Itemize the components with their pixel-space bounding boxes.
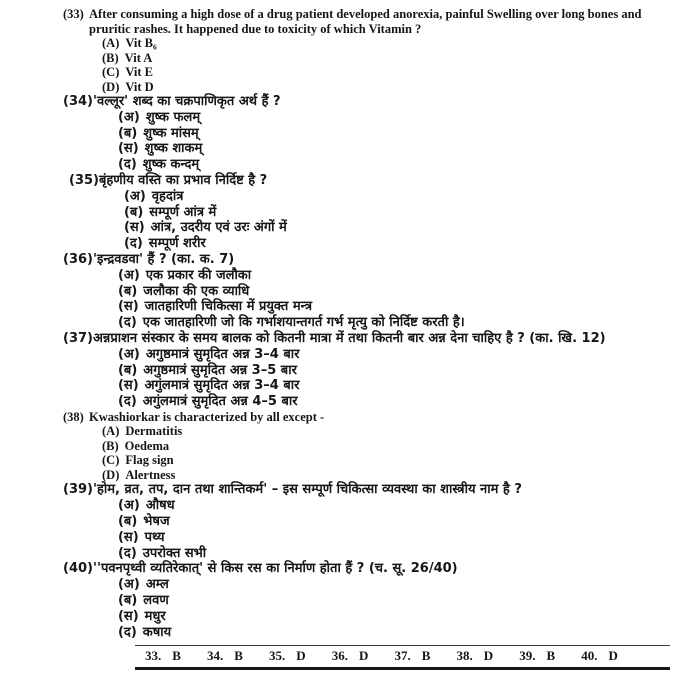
question-number: (33) [63, 7, 84, 21]
question-block-35 [63, 173, 670, 252]
option-row [118, 546, 670, 562]
option-marker: (A) [102, 424, 120, 439]
question-block-39 [63, 482, 670, 561]
answer-cell [519, 648, 555, 664]
answer-letter: B [421, 648, 431, 664]
option-text: आंत्र, उदरीय एवं उरः अंगों में [150, 220, 287, 236]
question-number: (36) [63, 251, 93, 267]
question-number: (34) [63, 94, 93, 109]
option-text: शुष्क फलम् [145, 109, 201, 125]
question-text: After consuming a high dose of a drug patient developed anorexia, painful Swelling over long bones and pruritic rashes. It happened due to toxicity of which Vitamin ? [89, 7, 642, 36]
option-text: सम्पूर्ण शरीर [148, 236, 206, 252]
option-marker: (स) [117, 378, 139, 394]
option-text: एक प्रकार की जलौका [145, 267, 252, 283]
option-row [118, 157, 670, 173]
option-text: शुष्क मांसम् [143, 125, 199, 141]
option-row [102, 468, 670, 483]
option-text: अगुष्ठमात्रं सुमृदित अन्न 3–5 बार [143, 362, 297, 378]
answer-cell [145, 648, 181, 664]
option-marker: (ब) [123, 204, 144, 220]
option-text: जलौका की एक व्याधि [143, 283, 250, 299]
option-marker: (ब) [117, 283, 138, 299]
option-text: मधुर [144, 608, 166, 624]
question-text: 'होम, व्रत, तप, दान तथा शान्तिकर्म' – इस सम्पूर्ण चिकित्सा व्यवस्था का शास्त्रीय नाम है ? [92, 482, 522, 498]
answer-cell [581, 648, 618, 664]
question-block-38 [63, 410, 670, 483]
question-block-40 [63, 561, 670, 640]
option-marker: (अ) [117, 267, 140, 283]
answer-cell [269, 648, 306, 664]
option-row [118, 394, 670, 410]
option-text: पथ्य [144, 529, 165, 545]
option-row [102, 424, 670, 439]
option-marker: (अ) [117, 346, 140, 362]
option-row [118, 378, 670, 394]
option-row [118, 284, 670, 300]
option-row [102, 65, 670, 80]
option-marker: (B) [102, 50, 119, 65]
answer-number: 34. [207, 648, 224, 664]
option-text: औषध [145, 498, 175, 514]
answer-number: 38. [456, 648, 473, 664]
option-text: शुष्क शाकम् [144, 141, 203, 157]
option-row [118, 530, 670, 546]
option-marker: (द) [117, 545, 137, 561]
option-text: अम्ल [145, 577, 169, 593]
option-row [102, 36, 670, 51]
option-text: अगुंलमात्रं सुमृदित अन्न 4–5 बार [142, 394, 298, 410]
option-row [118, 625, 670, 641]
answer-letter: D [296, 648, 306, 664]
option-text: उपरोक्त सभी [142, 545, 207, 561]
option-row [118, 268, 670, 284]
option-marker: (ब) [117, 362, 138, 378]
option-text: Oedema [124, 438, 170, 453]
option-row [118, 299, 670, 315]
option-row [118, 347, 670, 363]
option-text: शुष्क कन्दम् [142, 157, 200, 173]
question-text: Kwashiorkar is characterized by all except - [89, 409, 325, 424]
option-text: एक जातहारिणी जो कि गर्भाशयान्तगर्त गर्भ मृत्यु को निर्दिष्ट करती है। [142, 315, 465, 331]
question-number: (37) [63, 330, 93, 346]
option-row [118, 609, 670, 625]
option-row [118, 363, 670, 379]
option-row [102, 80, 670, 95]
option-text: वृहदांत्र [151, 188, 184, 204]
option-text: Alertness [125, 467, 176, 482]
option-row [102, 439, 670, 454]
question-text: बृंहणीय वस्ति का प्रभाव निर्दिष्ट है ? [98, 172, 268, 188]
answer-cell [457, 648, 494, 664]
option-text: Flag sign [125, 453, 174, 468]
question-block-36 [63, 252, 670, 331]
answer-letter: B [234, 648, 243, 664]
option-row [118, 577, 670, 593]
question-block-34 [63, 94, 670, 173]
option-text: लवण [143, 593, 169, 609]
option-marker: (B) [102, 438, 119, 453]
question-number: (40) [63, 561, 93, 577]
option-text: Dermatitis [125, 424, 183, 439]
answer-key-row [135, 645, 670, 670]
question-text: ''पवनपृथ्वी व्यतिरेकात्' से किस रस का निर्माण होता हैं ? (च. सू. 26/40) [92, 561, 458, 577]
option-text: Vit D [125, 79, 154, 94]
option-marker: (D) [102, 79, 120, 94]
option-marker: (अ) [123, 188, 146, 204]
option-marker: (स) [117, 529, 139, 545]
question-block-33 [63, 7, 670, 94]
option-marker: (अ) [117, 498, 140, 514]
answer-letter: D [483, 648, 494, 664]
answer-letter: D [608, 648, 618, 664]
option-text: सम्पूर्ण आंत्र में [149, 204, 217, 220]
option-text: Vit A [124, 50, 153, 65]
option-marker: (C) [102, 453, 120, 468]
option-marker: (स) [123, 220, 145, 236]
option-row [118, 110, 670, 126]
option-marker: (ब) [117, 514, 138, 530]
answer-cell [395, 648, 431, 664]
question-number: (35) [69, 172, 99, 188]
question-block-37 [63, 331, 670, 410]
option-row [124, 205, 670, 221]
option-row [124, 236, 670, 252]
question-number: (39) [63, 482, 93, 498]
answer-letter: D [359, 648, 369, 664]
option-marker: (द) [117, 394, 137, 410]
option-row [118, 315, 670, 331]
option-marker: (D) [102, 467, 120, 482]
option-marker: (द) [123, 236, 143, 252]
option-text: Vit E [125, 65, 154, 79]
option-text: अगुंलमात्रं सुमृदित अन्न 3–4 बार [144, 378, 300, 394]
option-marker: (स) [117, 299, 139, 315]
answer-number: 33. [145, 648, 162, 664]
option-marker: (द) [117, 315, 137, 331]
option-row [118, 141, 670, 157]
option-row [118, 498, 670, 514]
option-marker: (स) [117, 141, 139, 157]
option-marker: (ब) [117, 125, 138, 141]
option-text: भेषज [143, 514, 170, 530]
answer-letter: B [172, 648, 181, 664]
answer-cell [207, 648, 243, 664]
option-row [102, 51, 670, 66]
option-marker: (C) [102, 65, 120, 79]
option-marker: (स) [117, 608, 139, 624]
option-row [118, 593, 670, 609]
option-marker: (द) [117, 157, 137, 173]
question-number: (38) [63, 409, 84, 424]
question-text: 'वल्लूर' शब्द का चक्रपाणिकृत अर्थ हैं ? [92, 94, 281, 109]
answer-number: 36. [331, 648, 349, 664]
option-row [118, 514, 670, 530]
option-text: Vit B₆ [125, 36, 157, 50]
option-marker: (ब) [117, 593, 138, 609]
option-marker: (A) [102, 36, 120, 50]
question-text: अन्नप्राशन संस्कार के समय बालक को कितनी मात्रा में तथा कितनी बार अन्न देना चाहिए है ? (का. खि. 12) [92, 330, 606, 346]
option-text: जातहारिणी चिकित्सा में प्रयुक्त मन्त्र [144, 299, 313, 315]
option-row [124, 189, 670, 205]
answer-letter: B [546, 648, 556, 664]
option-marker: (अ) [117, 577, 140, 593]
question-text: 'इन्द्रवडवा' हैं ? (का. क. 7) [92, 251, 235, 267]
answer-number: 40. [581, 648, 598, 664]
option-row [102, 453, 670, 468]
option-text: कषाय [142, 624, 172, 640]
option-marker: (अ) [117, 109, 140, 125]
answer-cell [332, 648, 369, 664]
option-row [118, 126, 670, 142]
answer-number: 37. [394, 648, 411, 664]
answer-number: 39. [519, 648, 536, 664]
option-row [124, 220, 670, 236]
option-text: अगुष्ठमात्रं सुमृदित अन्न 3–4 बार [145, 346, 300, 362]
option-marker: (द) [117, 624, 137, 640]
answer-number: 35. [269, 648, 286, 664]
